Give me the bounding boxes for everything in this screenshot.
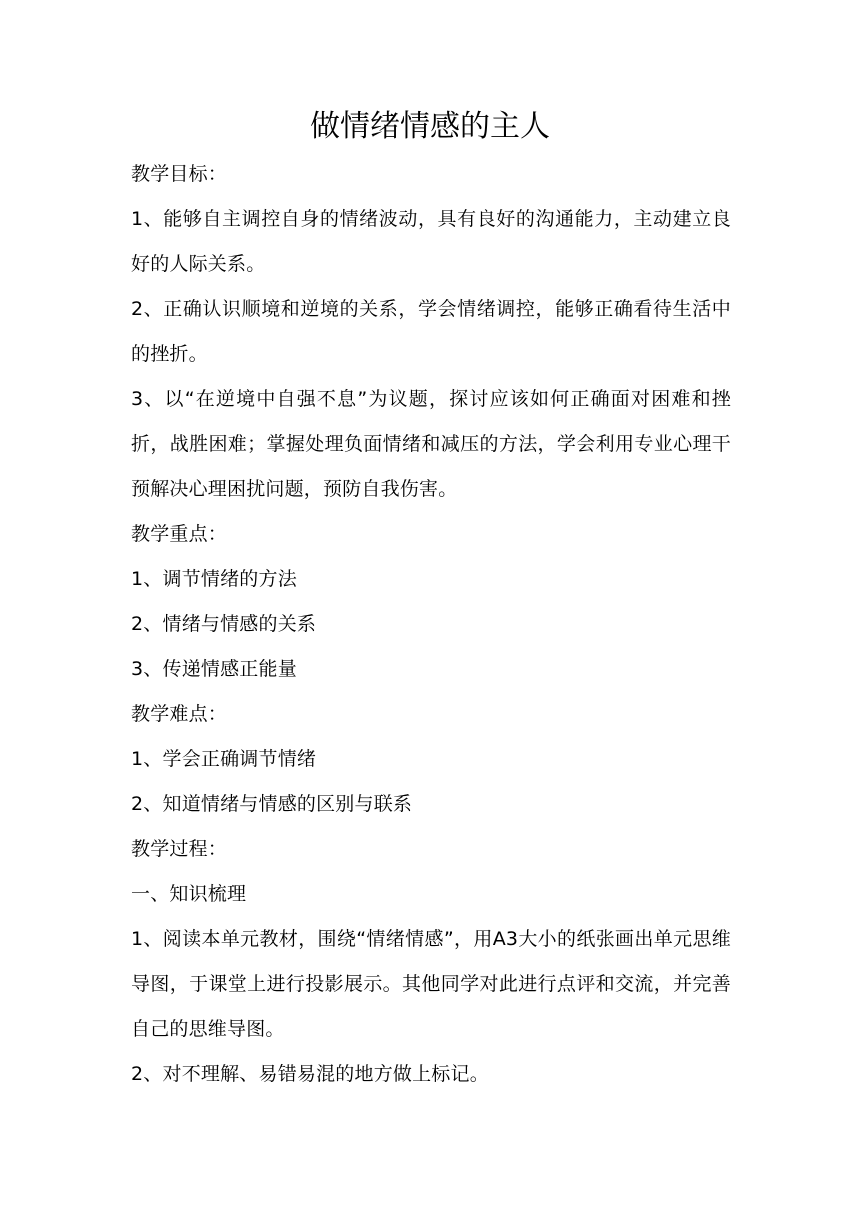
section-heading-difficulties: 教学难点： [131,703,228,725]
difficulty-item-1: 1、学会正确调节情绪 [131,748,317,770]
document-title: 做情绪情感的主人 [310,109,550,144]
section-heading-key-points: 教学重点： [131,523,228,545]
objective-item-1: 1、能够自主调控自身的情绪波动，具有良好的沟通能力，主动建立良好的人际关系。 [131,208,731,275]
difficulty-item-2: 2、知道情绪与情感的区别与联系 [131,793,413,815]
objective-item-3: 3、以“在逆境中自强不息”为议题，探讨应该如何正确面对困难和挫折，战胜困难；掌握处理负面情绪和减压的方法，学会利用专业心理干预解决心理困扰问题，预防自我伤害。 [131,388,731,500]
process-subheading-1: 一、知识梳理 [131,883,247,905]
key-point-item-2: 2、情绪与情感的关系 [131,613,317,635]
key-point-item-3: 3、传递情感正能量 [131,658,297,680]
objective-item-2: 2、正确认识顺境和逆境的关系，学会情绪调控，能够正确看待生活中的挫折。 [131,298,731,365]
process-item-1: 1、阅读本单元教材，围绕“情绪情感”，用A3大小的纸张画出单元思维导图，于课堂上进行投影展示。其他同学对此进行点评和交流，并完善自己的思维导图。 [131,928,731,1040]
key-point-item-1: 1、调节情绪的方法 [131,568,297,590]
section-heading-process: 教学过程： [131,838,228,860]
process-item-2: 2、对不理解、易错易混的地方做上标记。 [131,1063,489,1085]
document-body [131,152,731,1097]
section-heading-objectives: 教学目标： [131,163,228,185]
